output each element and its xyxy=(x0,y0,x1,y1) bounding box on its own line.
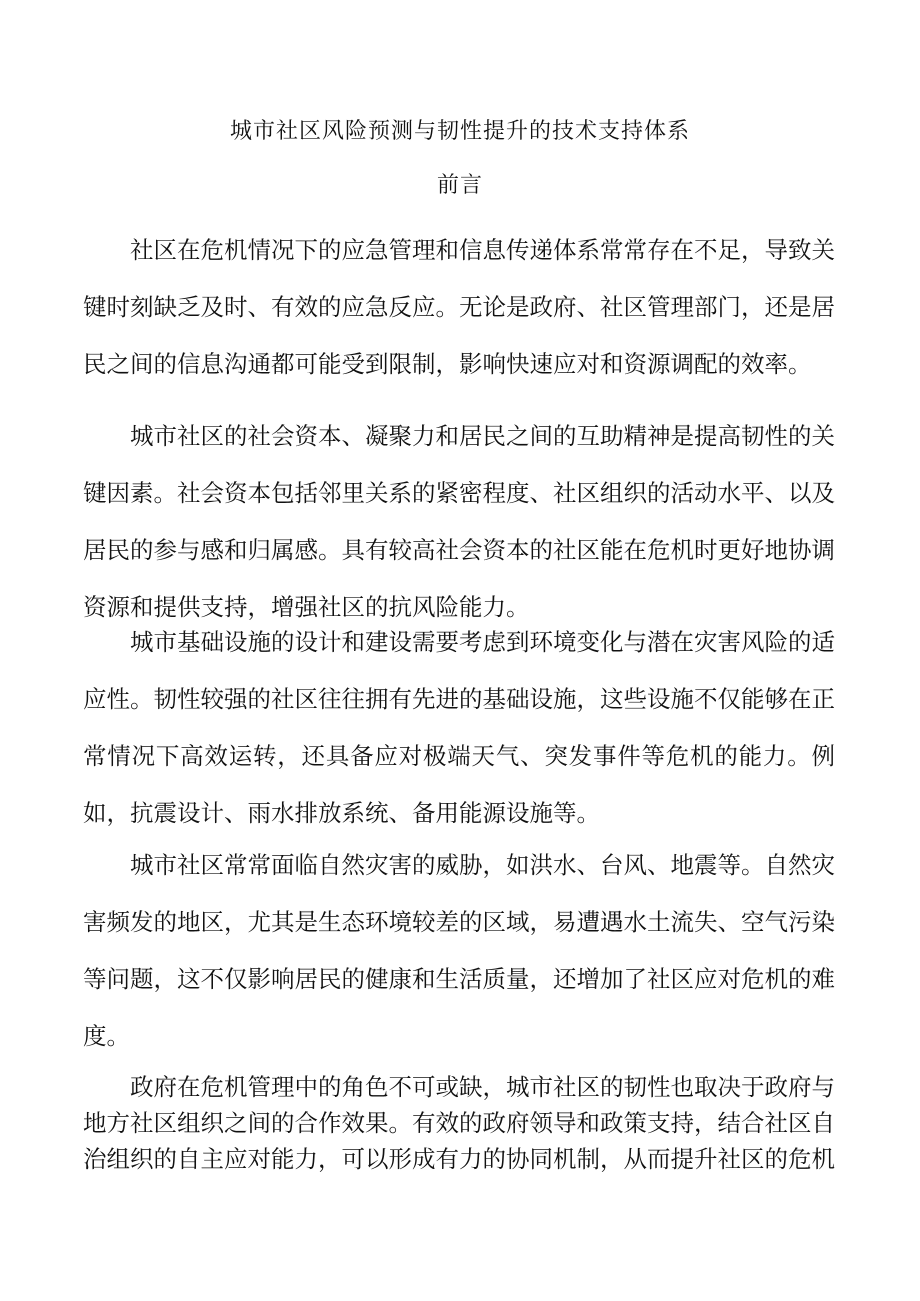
paragraph-social-capital: 城市社区的社会资本、凝聚力和居民之间的互助精神是提高韧性的关键因素。社会资本包括邻里关系的紧密程度、社区组织的活动水平、以及居民的参与感和归属感。具有较高社会资本的社区能在危机时更好地协调资源和提供支持，增强社区的抗风险能力。 xyxy=(83,422,835,621)
paragraph-infrastructure: 城市基础设施的设计和建设需要考虑到环境变化与潜在灾害风险的适应性。韧性较强的社区往往拥有先进的基础设施，这些设施不仅能够在正常情况下高效运转，还具备应对极端天气、突发事件等危机的能力。例如，抗震设计、雨水排放系统、备用能源设施等。 xyxy=(83,628,835,827)
paragraph-emergency-management: 社区在危机情况下的应急管理和信息传递体系常常存在不足，导致关键时刻缺乏及时、有效的应急反应。无论是政府、社区管理部门，还是居民之间的信息沟通都可能受到限制，影响快速应对和资源调配的效率。 xyxy=(83,236,835,378)
section-heading: 前言 xyxy=(436,173,483,198)
paragraph-natural-disasters: 城市社区常常面临自然灾害的威胁，如洪水、台风、地震等。自然灾害频发的地区，尤其是生态环境较差的区域，易遭遇水土流失、空气污染等问题，这不仅影响居民的健康和生活质量，还增加了社区应对危机的难度。 xyxy=(83,851,835,1050)
paragraph-government-role: 政府在危机管理中的角色不可或缺，城市社区的韧性也取决于政府与地方社区组织之间的合作效果。有效的政府领导和政策支持，结合社区自治组织的自主应对能力，可以形成有力的协同机制，从而提升社区的危机 xyxy=(83,1073,835,1173)
document-title: 城市社区风险预测与韧性提升的技术支持体系 xyxy=(229,119,690,144)
